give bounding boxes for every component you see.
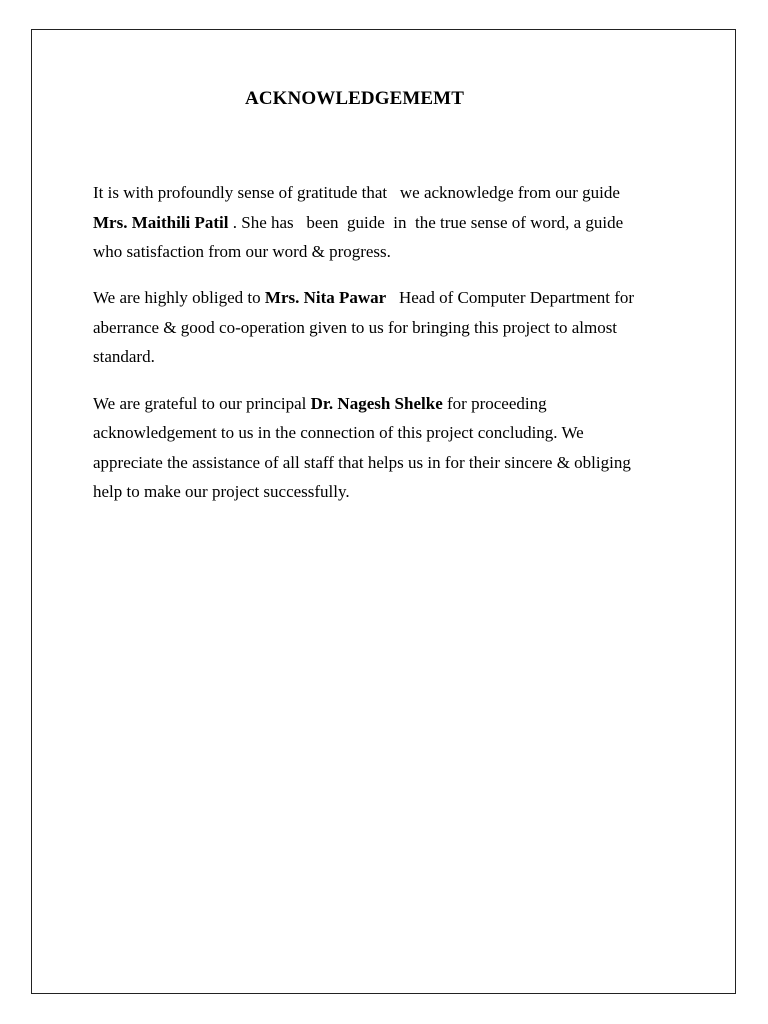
paragraph-line: appreciate the assistance of all staff that helps us in for their sincere & obliging xyxy=(93,453,631,472)
principal-name: Dr. Nagesh Shelke xyxy=(310,394,443,413)
document-title: ACKNOWLEDGEMEMT xyxy=(245,88,464,109)
paragraph-line: help to make our project successfully. xyxy=(93,482,350,501)
paragraph-line: aberrance & good co-operation given to us for bringing this project to almost xyxy=(93,318,618,337)
paragraph-line xyxy=(93,288,634,308)
paragraph-text: . She has been guide in the true sense of word, a guide xyxy=(228,213,624,232)
paragraph-line xyxy=(93,213,623,233)
paragraph-text: We are grateful to our principal xyxy=(93,394,311,413)
guide-name: Mrs. Maithili Patil xyxy=(93,213,229,232)
paragraph-line: It is with profoundly sense of gratitude that we acknowledge from our guide xyxy=(93,183,620,202)
hod-name: Mrs. Nita Pawar xyxy=(264,288,387,307)
page-border xyxy=(31,29,736,994)
paragraph-line: acknowledgement to us in the connection of this project concluding. We xyxy=(93,423,584,442)
paragraph-text: Head of Computer Department for xyxy=(386,288,635,307)
paragraph-line: who satisfaction from our word & progress. xyxy=(93,242,391,261)
paragraph-text: for proceeding xyxy=(442,394,547,413)
paragraph-line: standard. xyxy=(93,347,155,366)
paragraph-text: We are highly obliged to xyxy=(93,288,265,307)
paragraph-line xyxy=(93,394,547,414)
